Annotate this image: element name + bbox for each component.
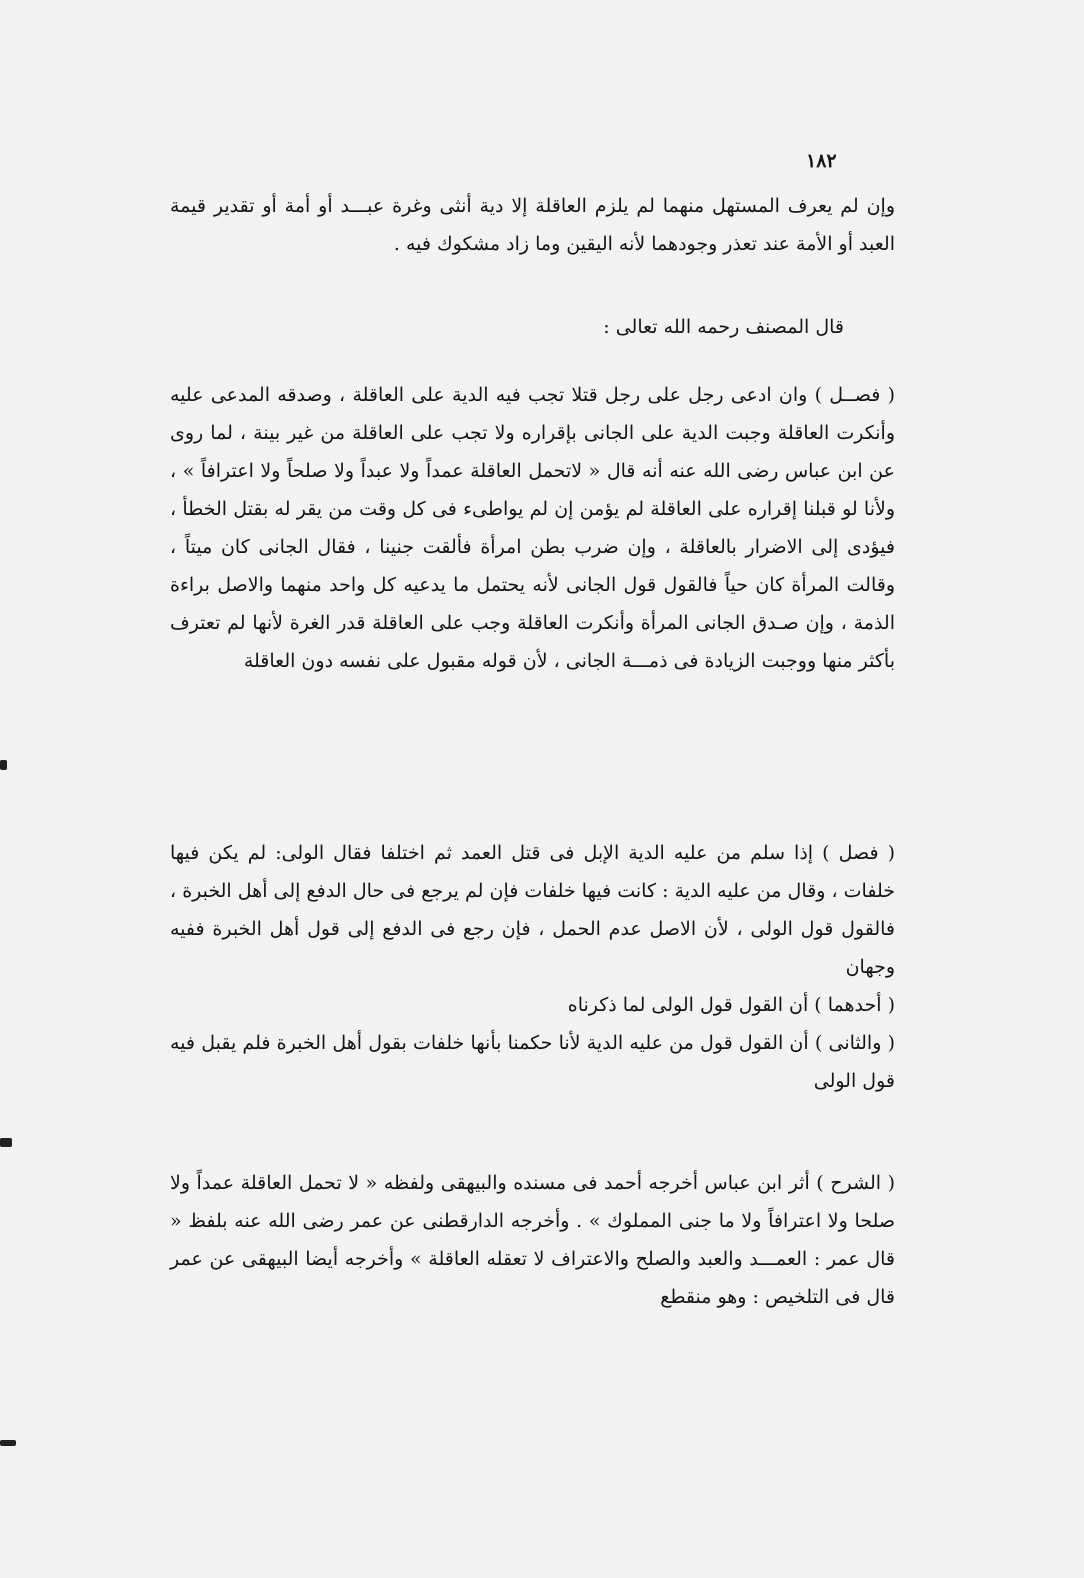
commentary-paragraph xyxy=(170,1164,895,1316)
author-heading xyxy=(244,308,844,346)
paragraph-text: ( فصــل ) وان ادعى رجل على رجل قتلا تجب فيه الدية على العاقلة ، وصدقه المدعى عليه وأنكرت العاقلة وجبت الدية على الجانى بإقراره ولا تجب على العاقلة من غير بينة ، لما روى عن ابن عباس رضى الله عنه أنه قال « لاتحمل العاقلة عمداً ولا عبداً ولا صلحاً ولا اعترافاً » ، ولأنا لو قبلنا إقراره على العاقلة لم يؤمن إن لم يواطىء فى كل وقت من يقر له بقتل الخطأ ، فيؤدى إلى الاضرار بالعاقلة ، وإن ضرب بطن امرأة فألقت جنينا ، فقال الجانى كان ميتاً ، وقالت المرأة كان حياً فالقول قول الجانى لأنه يحتمل ما يدعيه كل واحد منهما والاصل براءة الذمة ، وإن صـدق الجانى المرأة وأنكرت العاقلة وجب على العاقلة قدر الغرة لأنها لم تعترف بأكثر منها ووجبت الزيادة فى ذمـــة الجانى ، لأن قوله مقبول على نفسه دون العاقلة xyxy=(170,384,895,672)
section-2-block xyxy=(170,834,895,1100)
page-number: ١٨٢ xyxy=(806,150,837,172)
paragraph-text: وإن لم يعرف المستهل منهما لم يلزم العاقلة إلا دية أنثى وغرة عبـــد أو أمة أو تقدير قيمة العبد أو الأمة عند تعذر وجودهما لأنه اليقين وما زاد مشكوك فيه . xyxy=(170,195,895,255)
second-opinion: ( والثانى ) أن القول قول من عليه الدية لأنا حكمنا بأنها خلفات بقول أهل الخبرة فلم يقبل فيه قول الولى xyxy=(170,1032,895,1092)
scan-margin-mark xyxy=(0,760,7,770)
section-1-paragraph xyxy=(170,376,895,680)
scan-margin-mark xyxy=(0,1440,16,1446)
first-opinion: ( أحدهما ) أن القول قول الولى لما ذكرناه xyxy=(567,994,895,1016)
paragraph-text: ( فصل ) إذا سلم من عليه الدية الإبل فى قتل العمد ثم اختلفا فقال الولى: لم يكن فيها خلفات ، وقال من عليه الدية : كانت فيها خلفات فإن لم يرجع فى حال الدفع إلى أهل الخبرة ، فالقول قول الولى ، لأن الاصل عدم الحمل ، فإن رجع فى الدفع إلى قول أهل الخبرة ففيه وجهان xyxy=(170,842,895,978)
scan-margin-mark xyxy=(0,1138,12,1147)
continuation-paragraph xyxy=(170,187,895,263)
paragraph-text: ( الشرح ) أثر ابن عباس أخرجه أحمد فى مسنده والبيهقى ولفظه « لا تحمل العاقلة عمداً ولا صلحا ولا اعترافاً ولا ما جنى المملوك » . وأخرجه الدارقطنى عن عمر رضى الله عنه بلفظ « قال عمر : العمـــد والعبد والصلح والاعتراف لا تعقله العاقلة » وأخرجه أيضا البيهقى عن عمر قال فى التلخيص : وهو منقطع xyxy=(170,1172,895,1308)
heading-text: قال المصنف رحمه الله تعالى : xyxy=(603,316,844,338)
